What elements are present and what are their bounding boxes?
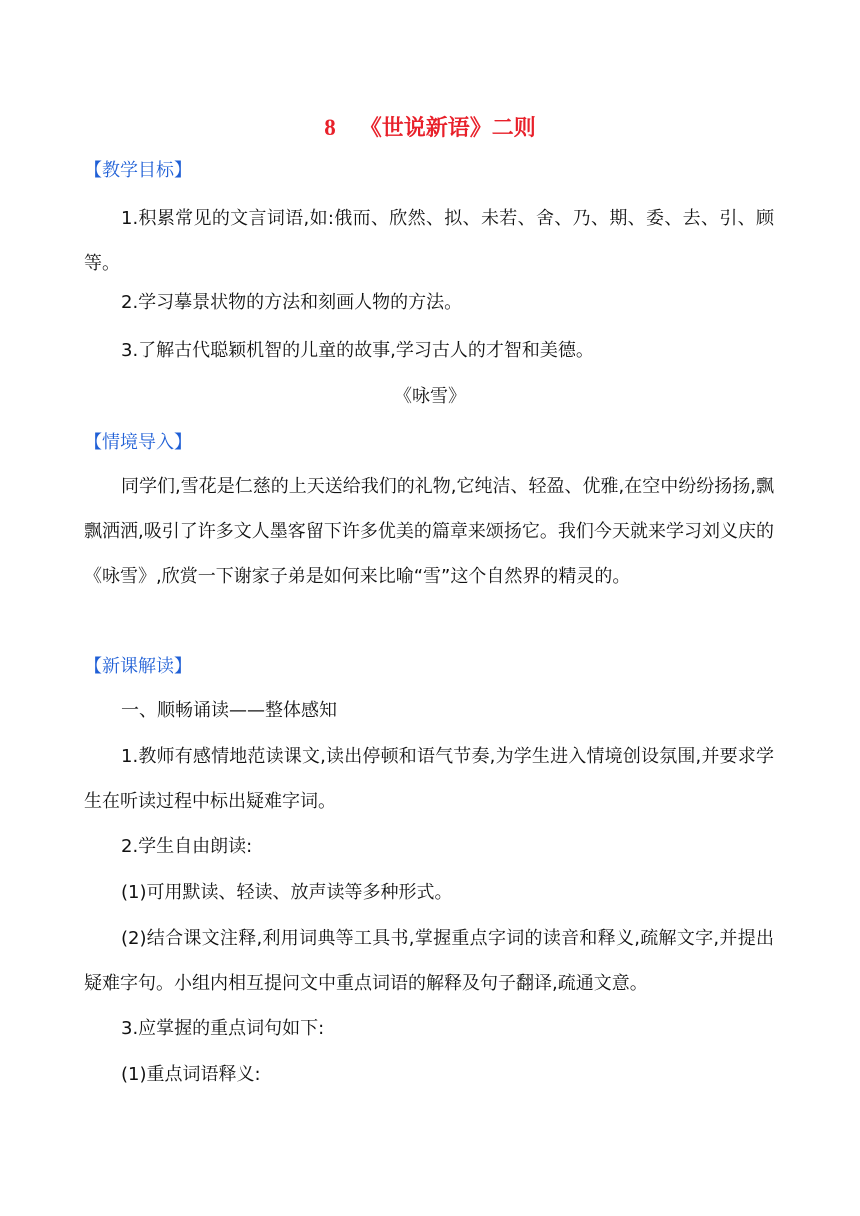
goal-3: 3.了解古代聪颖机智的儿童的故事,学习古人的才智和美德。: [121, 340, 594, 361]
goal-2: 2.学习摹景状物的方法和刻画人物的方法。: [121, 292, 463, 313]
lesson-number: 8: [324, 115, 336, 140]
step-3: 3.应掌握的重点词句如下:: [121, 1018, 325, 1039]
lesson-title: [0, 112, 860, 145]
step-heading: 一、顺畅诵读——整体感知: [121, 700, 337, 721]
step-2-1: (1)可用默读、轻读、放声读等多种形式。: [121, 882, 453, 903]
text-subtitle: 《咏雪》: [394, 386, 466, 407]
step-2: 2.学生自由朗读:: [121, 836, 253, 857]
intro-paragraph: 同学们,雪花是仁慈的上天送给我们的礼物,它纯洁、轻盈、优雅,在空中纷纷扬扬,飘飘洒洒,吸引了许多文人墨客留下许多优美的篇章来颂扬它。我们今天就来学习刘义庆的《咏雪》,欣赏一下谢家子弟是如何来比喻“雪”这个自然界的精灵的。: [84, 476, 774, 587]
teaching-goals-header: 【教学目标】: [84, 160, 192, 181]
step-2-2: (2)结合课文注释,利用词典等工具书,掌握重点字词的读音和释义,疏解文字,并提出疑难字句。小组内相互提问文中重点词语的解释及句子翻译,疏通文意。: [84, 928, 774, 994]
step-3-1: (1)重点词语释义:: [121, 1064, 261, 1085]
intro-header: 【情境导入】: [84, 432, 192, 453]
goal-1: 1.积累常见的文言词语,如:俄而、欣然、拟、未若、舍、乃、期、委、去、引、顾等。: [84, 208, 774, 274]
step-1: 1.教师有感情地范读课文,读出停顿和语气节奏,为学生进入情境创设氛围,并要求学生在听读过程中标出疑难字词。: [84, 746, 774, 812]
new-lesson-header: 【新课解读】: [84, 656, 192, 677]
lesson-title-text: 《世说新语》二则: [359, 116, 536, 141]
